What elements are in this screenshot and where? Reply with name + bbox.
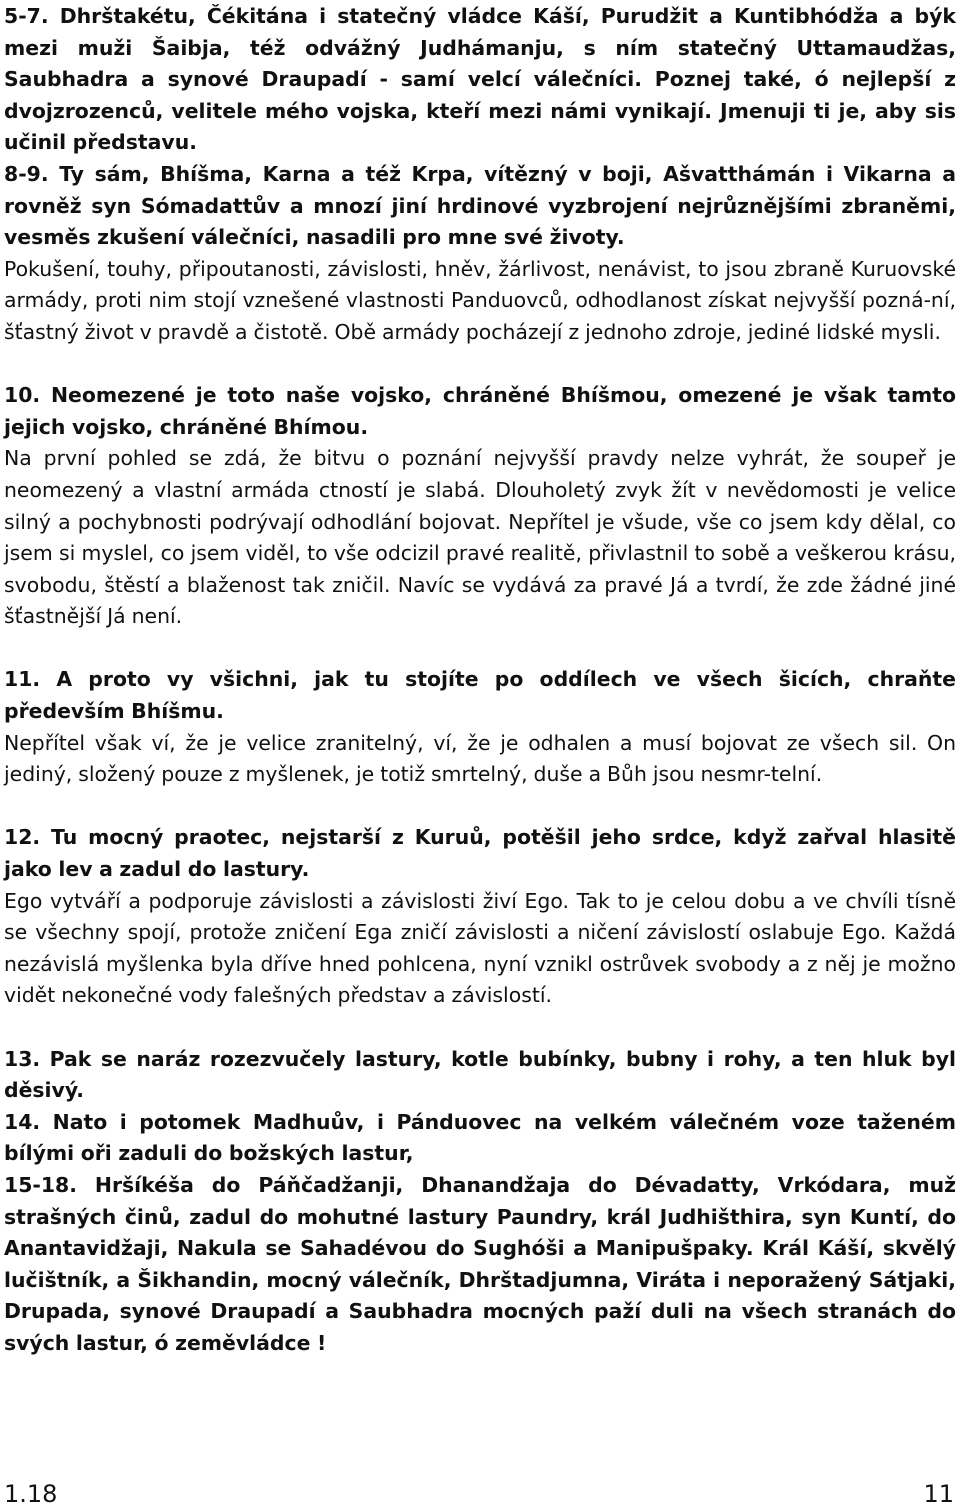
paragraph-verse-15-18: 15-18. Hršíkéša do Páňčadžanji, Dhanandžaja do Dévadatty, Vrkódara, muž strašných činů, zadul do mohutné lastury Paundry, král Judhišthira, syn Kuntí, do Anantavidžaji, Nakula se Sahadévou do Sughóši a Manipušpaky. Král Káší, skvělý lučištník, a Šikhandin, mocný válečník, Dhrštadjumna, Viráta i neporažený Sátjaki, Drupada, synové Draupadí a Saubhadra mocných paží duli na všech stranách do svých lastur, ó zeměvládce ! <box>4 1172 956 1355</box>
paragraph-commentary-11: Nepřítel však ví, že je velice zranitelný, ví, že je odhalen a musí bojovat ze všech sil. On jediný, složený pouze z myšlenek, je totiž smrtelný, duše a Bůh jsou nesmr-telní. <box>4 730 956 787</box>
paragraph-verse-12: 12. Tu mocný praotec, nejstarší z Kuruů, potěšil jeho srdce, když zařval hlasitě jako lev a zadul do lastury. <box>4 825 956 882</box>
paragraph-verse-13: 13. Pak se naráz rozezvučely lastury, kotle bubínky, bubny i rohy, a ten hluk byl děsivý. <box>4 1046 956 1103</box>
paragraph-verse-14: 14. Nato i potomek Madhuův, i Pánduovec na velkém válečném voze taženém bílými oři zaduli do božských lastur, <box>4 1109 956 1166</box>
paragraph-verse-5-7: 5-7. Dhrštakétu, Čékitána i statečný vládce Káší, Purudžit a Kuntibhódža a býk mezi muži Šaibja, též odvážný Judhámanju, s ním statečný Uttamaudžas, Saubhadra a synové Draupadí - samí velcí válečníci. Poznej také, ó nejlepší z dvojzrozenců, velitele mého vojska, kteří mezi námi vynikají. Jmenuji ti je, aby sis učinil představu. <box>4 4 956 155</box>
paragraph-commentary-10: Na první pohled se zdá, že bitvu o poznání nejvyšší pravdy nelze vyhrát, že soupeř je neomezený a vlastní armáda ctností je slabá. Dlouholetý zvyk žít v nevědomosti je velice silný a pochybnosti podrývají odhodlání bojovat. Nepřítel je všude, vše co jsem kdy dělal, co jsem si myslel, co jsem viděl, to vše odcizil pravé realitě, přivlastnil to sobě a veškerou krásu, svobodu, štěstí a blaženost tak zničil. Navíc se vydává za pravé Já a tvrdí, že zde žádné jiné šťastnější Já není. <box>4 446 956 629</box>
paragraph-commentary-8-9: Pokušení, touhy, připoutanosti, závislosti, hněv, žárlivost, nenávist, to jsou zbraně Kuruovské armády, proti nim stojí vznešené vlastnosti Panduovců, odhodlanost získat nejvyšší pozná-ní, šťastný život v pravdě a čistotě. Obě armády pocházejí z jednoho zdroje, jediné lidské mysli. <box>4 256 956 344</box>
document-body <box>4 0 956 1360</box>
paragraph-verse-11: 11. A proto vy všichni, jak tu stojíte po oddílech ve všech šicích, chraňte především Bhíšmu. <box>4 667 956 724</box>
paragraph-verse-10: 10. Neomezené je toto naše vojsko, chráněné Bhíšmou, omezené je však tamto jejich vojsko, chráněné Bhímou. <box>4 383 956 439</box>
paragraph-commentary-12: Ego vytváří a podporuje závislosti a závislosti živí Ego. Tak to je celou dobu a ve chvíli tísně se všechny spojí, protože zničení Ega zničí závislosti a ničení závislostí oslabuje Ego. Každá nezávislá myšlenka byla dříve hned pohlcena, nyní vznikl ostrůvek svobody a z něj je možno vidět nekonečné vody falešných představ a závislostí. <box>4 888 956 1008</box>
paragraph-verse-8-9: 8-9. Ty sám, Bhíšma, Karna a též Krpa, vítězný v boji, Ašvatthámán i Vikarna a rovněž syn Sómadattův a mnozí jiní hrdinové vyzbrojení nejrůznějšími zbraněmi, vesměs zkušení válečníci, nasadili pro mne své životy. <box>4 161 956 250</box>
footer-chapter-number: 1.18 <box>4 1480 58 1508</box>
footer-page-number: 11 <box>923 1480 954 1508</box>
